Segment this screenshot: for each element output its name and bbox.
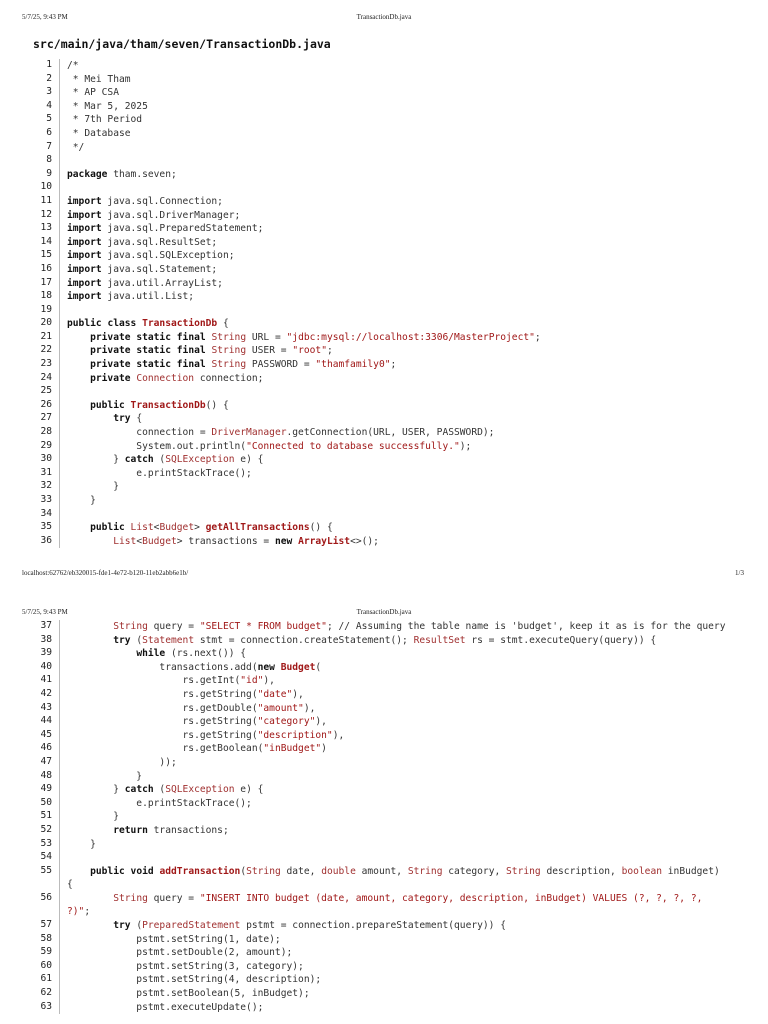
code-line xyxy=(28,222,758,236)
code-line xyxy=(28,729,758,743)
code-text: rs.getDouble("amount"), xyxy=(67,702,316,714)
print-url: localhost:62762/eb320015-fde1-4e72-b120-11eb2abb6e1b/ xyxy=(22,569,189,577)
code-line xyxy=(28,973,758,987)
code-text: private static final String USER = "root"; xyxy=(90,345,333,357)
code-text: List<Budget> transactions = new ArrayList<>(); xyxy=(113,535,379,547)
code-text: } xyxy=(67,811,119,823)
code-text: import java.sql.ResultSet; xyxy=(67,236,218,248)
code-line xyxy=(28,181,758,195)
code-line xyxy=(28,412,758,426)
line-number: 12 xyxy=(40,208,52,220)
line-number: 44 xyxy=(40,715,52,727)
line-number: 28 xyxy=(40,426,52,438)
line-number: 58 xyxy=(40,932,52,944)
code-text: rs.getInt("id"), xyxy=(67,675,275,687)
code-line xyxy=(28,113,758,127)
code-text: * Mar 5, 2025 xyxy=(67,100,148,112)
print-page-2 xyxy=(0,596,768,1024)
line-number: 3 xyxy=(46,86,52,98)
line-number: 23 xyxy=(40,358,52,370)
code-text: import java.sql.DriverManager; xyxy=(67,209,241,221)
code-line xyxy=(28,209,758,223)
code-line xyxy=(28,440,758,454)
code-line xyxy=(28,634,758,648)
code-line xyxy=(28,508,758,522)
code-text: private Connection connection; xyxy=(90,372,264,384)
line-number: 26 xyxy=(40,398,52,410)
line-number: 24 xyxy=(40,371,52,383)
code-text: } xyxy=(67,481,119,493)
line-number: 40 xyxy=(40,660,52,672)
code-line xyxy=(28,661,758,675)
code-text: } xyxy=(67,770,143,782)
code-line xyxy=(28,127,758,141)
line-number: 16 xyxy=(40,262,52,274)
code-line xyxy=(28,317,758,331)
code-block xyxy=(28,59,758,548)
line-number: 60 xyxy=(40,959,52,971)
code-text: pstmt.setString(1, date); xyxy=(67,933,281,945)
code-line xyxy=(28,331,758,345)
line-number: 22 xyxy=(40,344,52,356)
print-doc-title: TransactionDb.java xyxy=(356,608,412,616)
code-line xyxy=(28,946,758,960)
line-number: 46 xyxy=(40,742,52,754)
code-text: try { xyxy=(113,413,143,425)
line-number: 31 xyxy=(40,466,52,478)
line-number: 62 xyxy=(40,987,52,999)
code-text: System.out.println("Connected to database successfully."); xyxy=(67,440,472,452)
code-text: pstmt.setString(3, category); xyxy=(67,960,304,972)
line-number: 27 xyxy=(40,412,52,424)
code-line xyxy=(28,290,758,304)
code-line xyxy=(28,892,758,919)
line-number: 20 xyxy=(40,317,52,329)
line-number: 21 xyxy=(40,330,52,342)
line-number: 30 xyxy=(40,453,52,465)
line-number: 53 xyxy=(40,837,52,849)
line-number: 39 xyxy=(40,647,52,659)
code-line xyxy=(28,59,758,73)
code-line xyxy=(28,154,758,168)
code-line xyxy=(28,620,758,634)
line-number: 51 xyxy=(40,810,52,822)
code-text: import java.util.List; xyxy=(67,291,195,303)
line-number: 13 xyxy=(40,222,52,234)
code-text: transactions.add(new Budget( xyxy=(67,661,322,673)
code-text: String query = "INSERT INTO budget (date, amount, category, description, inBudget) VALUES (?, ?, ?, ?, ?)"; xyxy=(67,892,703,918)
code-text: connection = DriverManager.getConnection(URL, USER, PASSWORD); xyxy=(67,427,495,439)
code-line xyxy=(28,372,758,386)
code-text: } catch (SQLException e) { xyxy=(67,454,264,466)
line-number: 43 xyxy=(40,701,52,713)
code-line xyxy=(28,494,758,508)
code-line xyxy=(28,851,758,865)
code-line xyxy=(28,168,758,182)
code-text: pstmt.executeUpdate(); xyxy=(67,1001,264,1013)
code-text: import java.sql.Statement; xyxy=(67,263,218,275)
line-number: 32 xyxy=(40,480,52,492)
line-number: 15 xyxy=(40,249,52,261)
file-path-heading: src/main/java/tham/seven/TransactionDb.java xyxy=(33,37,331,51)
line-number: 41 xyxy=(40,674,52,686)
line-number: 7 xyxy=(46,140,52,152)
print-doc-title: TransactionDb.java xyxy=(356,13,412,21)
code-line xyxy=(28,195,758,209)
line-number: 34 xyxy=(40,507,52,519)
code-line xyxy=(28,73,758,87)
code-text: try (Statement stmt = connection.createStatement(); ResultSet rs = stmt.executeQuery(query)) { xyxy=(113,634,657,646)
code-text: import java.sql.PreparedStatement; xyxy=(67,223,264,235)
code-line xyxy=(28,358,758,372)
code-block xyxy=(28,620,758,1014)
line-number: 36 xyxy=(40,534,52,546)
code-text: rs.getString("date"), xyxy=(67,688,304,700)
code-text: pstmt.setDouble(2, amount); xyxy=(67,947,293,959)
line-number: 38 xyxy=(40,633,52,645)
code-text: while (rs.next()) { xyxy=(136,648,247,660)
code-text: * Database xyxy=(67,127,131,139)
line-number: 37 xyxy=(40,620,52,631)
line-number: 8 xyxy=(46,154,52,166)
code-line xyxy=(28,249,758,263)
line-number: 49 xyxy=(40,783,52,795)
code-line xyxy=(28,480,758,494)
code-line xyxy=(28,426,758,440)
code-text: e.printStackTrace(); xyxy=(67,797,252,809)
code-text: } xyxy=(67,838,96,850)
code-text: } xyxy=(67,495,96,506)
code-line xyxy=(28,453,758,467)
code-line xyxy=(28,865,758,892)
code-text: public void addTransaction(String date, double amount, String category, String description, boolean inBudget) { xyxy=(67,865,720,891)
code-line xyxy=(28,742,758,756)
line-number: 9 xyxy=(46,167,52,179)
code-text: import java.util.ArrayList; xyxy=(67,277,223,289)
line-number: 19 xyxy=(40,303,52,315)
line-number: 54 xyxy=(40,851,52,863)
line-number: 5 xyxy=(46,113,52,125)
code-line xyxy=(28,715,758,729)
code-text: private static final String PASSWORD = "thamfamily0"; xyxy=(90,359,397,371)
line-number: 18 xyxy=(40,290,52,302)
line-number: 47 xyxy=(40,755,52,767)
line-number: 29 xyxy=(40,439,52,451)
line-number: 61 xyxy=(40,973,52,985)
line-number: 63 xyxy=(40,1000,52,1012)
code-line xyxy=(28,702,758,716)
line-number: 2 xyxy=(46,72,52,84)
code-line xyxy=(28,933,758,947)
code-line xyxy=(28,399,758,413)
code-text: pstmt.setString(4, description); xyxy=(67,974,322,986)
code-line xyxy=(28,304,758,318)
line-number: 42 xyxy=(40,687,52,699)
code-line xyxy=(28,141,758,155)
code-line xyxy=(28,987,758,1001)
code-text: public List<Budget> getAllTransactions() { xyxy=(90,522,333,534)
code-line xyxy=(28,100,758,114)
code-line xyxy=(28,688,758,702)
code-line xyxy=(28,385,758,399)
code-text: /* xyxy=(67,60,79,71)
line-number: 52 xyxy=(40,823,52,835)
line-number: 1 xyxy=(46,59,52,70)
line-number: 56 xyxy=(40,891,52,903)
code-line xyxy=(28,919,758,933)
code-line xyxy=(28,467,758,481)
code-line xyxy=(28,797,758,811)
code-text: * Mei Tham xyxy=(67,73,131,85)
line-number: 45 xyxy=(40,728,52,740)
line-number: 11 xyxy=(40,194,52,206)
line-number: 48 xyxy=(40,769,52,781)
line-number: 35 xyxy=(40,521,52,533)
line-number: 6 xyxy=(46,126,52,138)
code-text: import java.sql.Connection; xyxy=(67,195,223,207)
code-text: e.printStackTrace(); xyxy=(67,467,252,479)
code-line xyxy=(28,277,758,291)
line-number: 14 xyxy=(40,235,52,247)
line-number: 50 xyxy=(40,796,52,808)
code-line xyxy=(28,838,758,852)
code-line xyxy=(28,647,758,661)
code-text: pstmt.setBoolean(5, inBudget); xyxy=(67,988,310,1000)
code-text: } catch (SQLException e) { xyxy=(67,784,264,796)
line-number: 33 xyxy=(40,494,52,505)
code-line xyxy=(28,521,758,535)
code-line xyxy=(28,535,758,549)
code-text: package tham.seven; xyxy=(67,168,177,180)
code-line xyxy=(28,810,758,824)
code-text: public class TransactionDb { xyxy=(67,318,229,330)
line-number: 59 xyxy=(40,946,52,958)
code-text: */ xyxy=(67,141,85,153)
line-number: 57 xyxy=(40,919,52,931)
line-number: 17 xyxy=(40,276,52,288)
print-page-number: 1/3 xyxy=(735,569,744,577)
code-line xyxy=(28,783,758,797)
code-line xyxy=(28,960,758,974)
code-text: public TransactionDb() { xyxy=(90,399,229,411)
code-text: * 7th Period xyxy=(67,114,143,126)
line-number: 10 xyxy=(40,181,52,193)
code-line xyxy=(28,86,758,100)
code-text: rs.getString("category"), xyxy=(67,716,327,728)
code-line xyxy=(28,824,758,838)
code-text: )); xyxy=(67,756,177,768)
code-text: try (PreparedStatement pstmt = connection.prepareStatement(query)) { xyxy=(113,920,507,932)
line-number: 25 xyxy=(40,385,52,397)
print-timestamp: 5/7/25, 9:43 PM xyxy=(22,13,68,21)
code-text: private static final String URL = "jdbc:mysql://localhost:3306/MasterProject"; xyxy=(90,331,541,343)
line-number: 55 xyxy=(40,864,52,876)
code-text: return transactions; xyxy=(113,824,229,836)
code-line xyxy=(28,770,758,784)
code-line xyxy=(28,263,758,277)
code-line xyxy=(28,756,758,770)
print-timestamp: 5/7/25, 9:43 PM xyxy=(22,608,68,616)
code-text: import java.sql.SQLException; xyxy=(67,250,235,262)
code-text: * AP CSA xyxy=(67,87,119,99)
code-text: String query = "SELECT * FROM budget"; // Assuming the table name is 'budget', keep it as is for the query xyxy=(113,621,726,632)
code-text: rs.getBoolean("inBudget") xyxy=(67,743,327,755)
code-line xyxy=(28,1001,758,1015)
code-line xyxy=(28,344,758,358)
code-line xyxy=(28,236,758,250)
line-number: 4 xyxy=(46,99,52,111)
code-line xyxy=(28,674,758,688)
code-text: rs.getString("description"), xyxy=(67,729,345,741)
